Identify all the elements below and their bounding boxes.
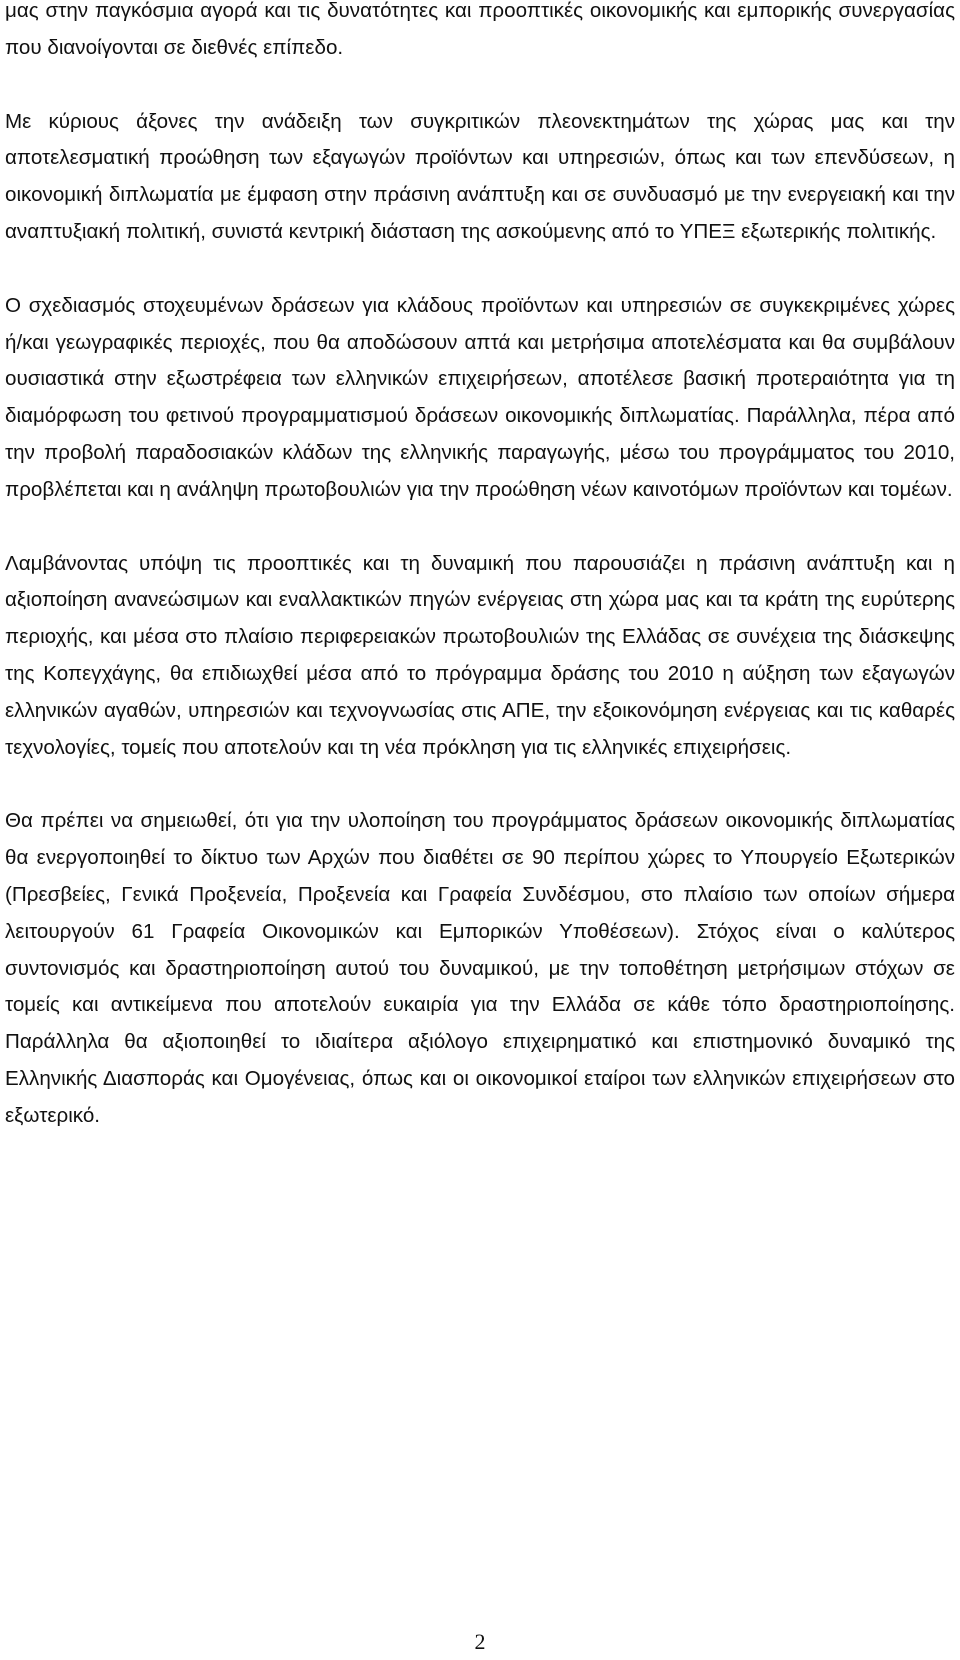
page-number: 2 (474, 1629, 486, 1654)
paragraph-network-of-authorities: Θα πρέπει να σημειωθεί, ότι για την υλοποίηση του προγράμματος δράσεων οικονομικής διπλωματίας θα ενεργοποιηθεί το δίκτυο των Αρχών που διαθέτει σε 90 περίπου χώρες το Υπουργείο Εξωτερικών (Πρεσβείες, Γενικά Προξενεία, Προξενεία και Γραφεία Συνδέσμου, στο πλαίσιο των οποίων σήμερα λειτουργούν 61 Γραφεία Οικονομικών και Εμπορικών Υποθέσεων). Στόχος είναι ο καλύτερος συντονισμός και δραστηριοποίηση αυτού του δυναμικού, με την τοποθέτηση μετρήσιμων στόχων σε τομείς και αντικείμενα που αποτελούν ευκαιρία για την Ελλάδα σε κάθε τόπο δραστηριοποίησης. Παράλληλα θα αξιοποιηθεί το ιδιαίτερα αξιόλογο επιχειρηματικό και επιστημονικό δυναμικό της Ελληνικής Διασποράς και Ομογένειας, όπως και οι οικονομικοί εταίροι των ελληνικών επιχειρήσεων στο εξωτερικό. (5, 809, 955, 1127)
body-text (5, 0, 955, 1172)
paragraph-targeted-actions: Ο σχεδιασμός στοχευμένων δράσεων για κλάδους προϊόντων και υπηρεσιών σε συγκεκριμένες χώρες ή/και γεωγραφικές περιοχές, που θα αποδώσουν απτά και μετρήσιμα αποτελέσματα και θα συμβάλουν ουσιαστικά στην εξωστρέφεια των ελληνικών επιχειρήσεων, αποτέλεσε βασική προτεραιότητα για τη διαμόρφωση του φετινού προγραμματισμού δράσεων οικονομικής διπλωματίας. Παράλληλα, πέρα από την προβολή παραδοσιακών κλάδων της ελληνικής παραγωγής, μέσω του προγράμματος του 2010, προβλέπεται και η ανάληψη πρωτοβουλιών για την προώθηση νέων καινοτόμων προϊόντων και τομέων. (5, 293, 955, 501)
paragraph-continuation: μας στην παγκόσμια αγορά και τις δυνατότητες και προοπτικές οικονομικής και εμπορικής συνεργασίας που διανοίγονται σε διεθνές επίπεδο. (5, 0, 955, 59)
footer-divider (0, 1619, 960, 1620)
paragraph-economic-diplomacy-axes: Με κύριους άξονες την ανάδειξη των συγκριτικών πλεονεκτημάτων της χώρας μας και την αποτελεσματική προώθηση των εξαγωγών προϊόντων και υπηρεσιών, όπως και των επενδύσεων, η οικονομική διπλωματία με έμφαση στην πράσινη ανάπτυξη και σε συνδυασμό με την ενεργειακή και την αναπτυξιακή πολιτική, συνιστά κεντρική διάσταση της ασκούμενης από το ΥΠΕΞ εξωτερικής πολιτικής. (5, 109, 955, 243)
paragraph-green-growth: Λαμβάνοντας υπόψη τις προοπτικές και τη δυναμική που παρουσιάζει η πράσινη ανάπτυξη και η αξιοποίηση ανανεώσιμων και εναλλακτικών πηγών ενέργειας στη χώρα μας και τα κράτη της ευρύτερης περιοχής, και μέσα στο πλαίσιο περιφερειακών πρωτοβουλιών της Ελλάδας σε συνέχεια της διάσκεψης της Κοπεγχάγης, θα επιδιωχθεί μέσα από το πρόγραμμα δράσης του 2010 η αύξηση των εξαγωγών ελληνικών αγαθών, υπηρεσιών και τεχνογνωσίας στις ΑΠΕ, την εξοικονόμηση ενέργειας και τις καθαρές τεχνολογίες, τομείς που αποτελούν και τη νέα πρόκληση για τις ελληνικές επιχειρήσεις. (5, 551, 955, 759)
